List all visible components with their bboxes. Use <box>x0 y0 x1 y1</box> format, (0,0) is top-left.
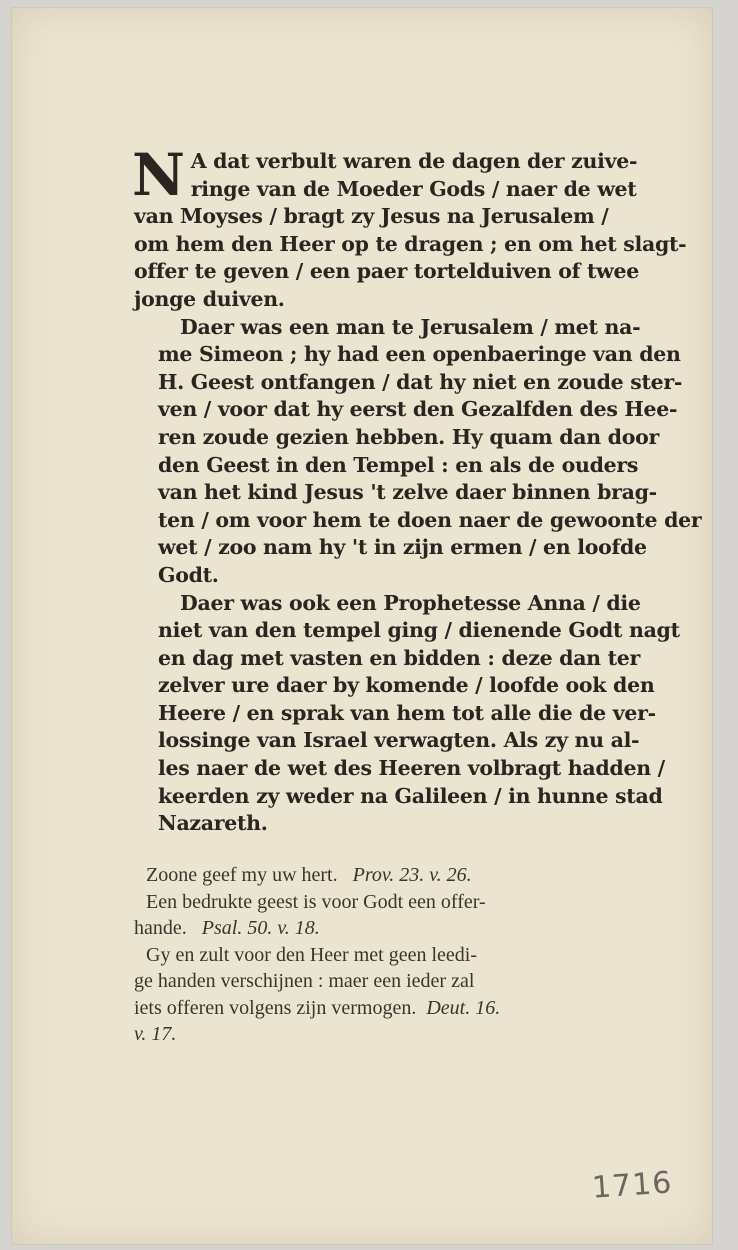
paragraph-3 <box>134 590 680 838</box>
text-line: ten / om voor hem te doen naer de gewoonte der <box>158 507 702 532</box>
text-line: van Moyses / bragt zy Jesus na Jerusalem / <box>134 204 609 229</box>
verse-text: iets offeren volgens zijn vermogen. <box>134 996 417 1019</box>
drop-cap: N <box>132 141 185 209</box>
text-line: om hem den Heer op te dragen ; en om het slagt- <box>134 231 687 256</box>
text-line: Nazareth. <box>158 811 268 836</box>
text-line: lossinge van Israel verwagten. Als zy nu al- <box>158 728 640 753</box>
verse-text: ge handen verschijnen : maer een ieder zal <box>134 970 475 992</box>
verse-3-cont <box>134 968 654 995</box>
text-line: Daer was ook een Prophetesse Anna / die <box>180 590 641 615</box>
verse-text: Gy en zult voor den Heer met geen leedi- <box>146 943 477 966</box>
text-line: zelver ure daer by komende / loofde ook den <box>158 673 655 698</box>
text-line: niet van den tempel ging / dienende Godt nagt <box>158 618 680 643</box>
text-line: Godt. <box>158 562 219 587</box>
verse-3-cont <box>134 1021 654 1048</box>
text-line: Heere / en sprak van hem tot alle die de ver- <box>158 700 656 725</box>
paragraph-2 <box>134 314 702 590</box>
verse-2-cont <box>134 915 654 942</box>
verse-3-cont <box>134 995 654 1022</box>
text-line: keerden zy weder na Galileen / in hunne stad <box>158 783 663 808</box>
text-line: offer te geven / een paer tortelduiven of twee <box>134 259 639 284</box>
text-line: les naer de wet des Heeren volbragt hadden / <box>158 756 665 781</box>
text-line: H. Geest ontfangen / dat hy niet en zoude ster- <box>158 369 683 394</box>
verse-reference: Deut. 16. <box>426 996 501 1019</box>
verse-2 <box>134 889 654 916</box>
text-line: jonge duiven. <box>134 286 285 311</box>
verse-1 <box>134 862 654 889</box>
text-line: A dat verbult waren de dagen der zuive- <box>190 149 638 173</box>
verse-reference: Psal. 50. v. 18. <box>201 917 320 939</box>
verse-text: hande. <box>134 917 187 939</box>
text-line: Daer was een man te Jerusalem / met na- <box>180 314 641 339</box>
pencil-annotation: 1716 <box>590 1165 674 1206</box>
text-line: van het kind Jesus 't zelve daer binnen brag- <box>158 480 657 505</box>
paragraph-1 <box>132 141 687 314</box>
text-line: ven / voor dat hy eerst den Gezalfden des Hee- <box>158 397 678 422</box>
text-line: ren zoude gezien hebben. Hy quam dan door <box>158 424 659 449</box>
verse-reference: Prov. 23. v. 26. <box>352 864 472 886</box>
verse-reference: v. 17. <box>134 1023 177 1045</box>
text-line: en dag met vasten en bidden : deze dan ter <box>158 645 641 670</box>
scripture-verses <box>134 862 654 1048</box>
text-line: me Simeon ; hy had een openbaeringe van den <box>158 342 681 367</box>
main-text <box>132 141 702 838</box>
verse-text: Zoone geef my uw hert. <box>146 864 338 886</box>
verse-3 <box>134 942 654 969</box>
text-line: ringe van de Moeder Gods / naer de wet <box>190 176 637 201</box>
verse-text: Een bedrukte geest is voor Godt een offer- <box>146 890 486 913</box>
text-line: den Geest in den Tempel : en als de ouders <box>158 452 639 477</box>
text-line: wet / zoo nam hy 't in zijn ermen / en loofde <box>158 535 647 560</box>
